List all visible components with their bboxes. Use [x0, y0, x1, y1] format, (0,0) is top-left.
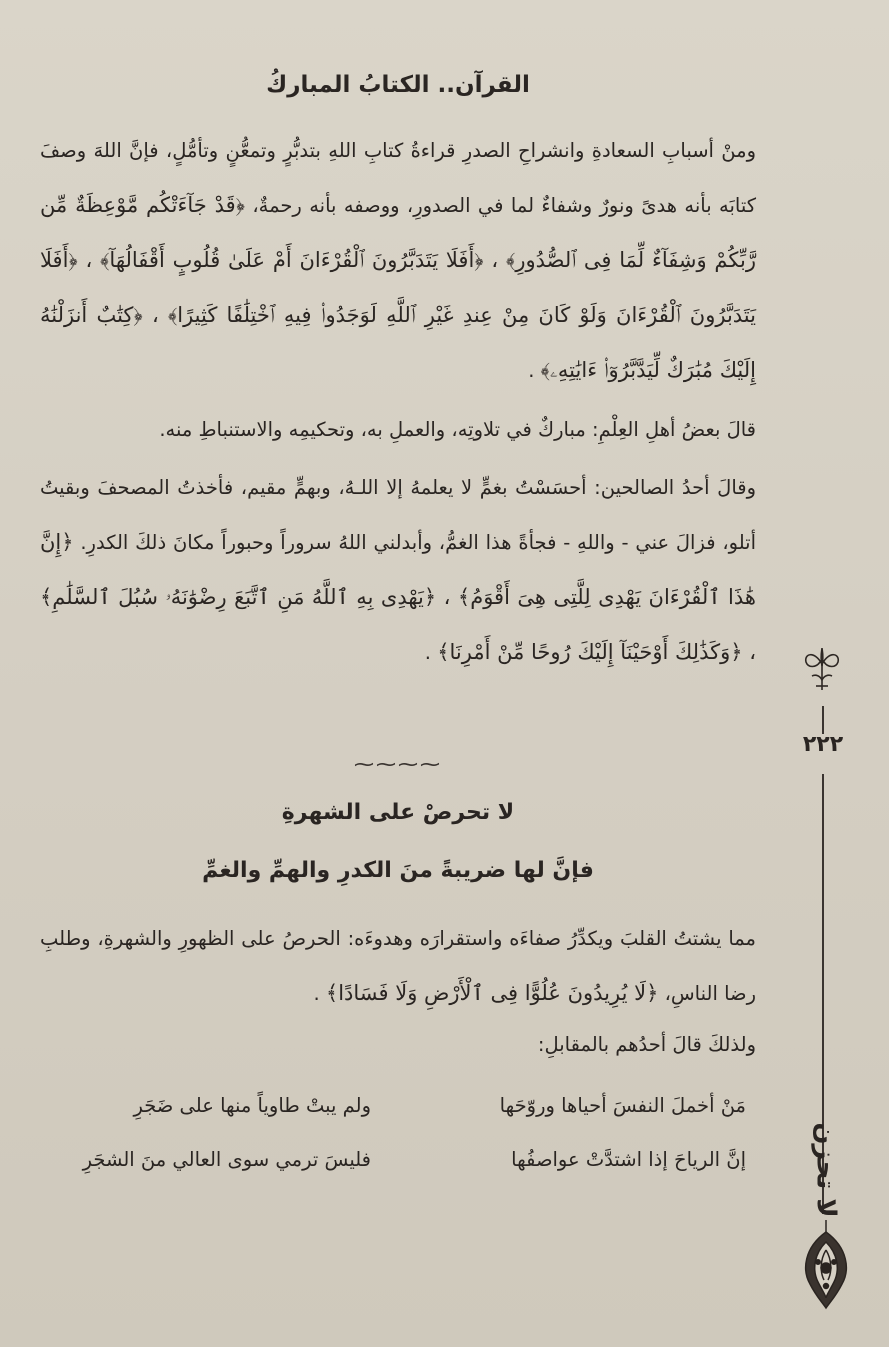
paragraph-end: .: [313, 982, 326, 1005]
poem-hemistich-second: فليسَ ترمي سوى العالي منَ الشجَرِ: [82, 1148, 371, 1171]
poem-hemistich-second: ولم يبتْ طاوياً منها على ضَجَرِ: [133, 1094, 371, 1117]
quran-verse: ﴿لَا يُرِيدُونَ عُلُوًّا فِى ٱلْأَرْضِ وَلَا فَسَادًا﴾: [325, 981, 659, 1005]
paragraph-fame: [40, 912, 756, 1021]
section-subheading: فإنَّ لها ضريبةً منَ الكدرِ والهمِّ والغمِّ: [202, 858, 594, 883]
paragraph-poem-intro: ولذلكَ قالَ أحدُهم بالمقابلِ:: [537, 1033, 756, 1056]
quran-verse: ، ﴿كِتَٰبٌ أَنزَلْنَٰهُ إِلَيْكَ مُبَٰرَكٌ لِّيَدَّبَّرُوٓا۟ ءَايَٰتِهِۦ﴾: [40, 303, 756, 382]
arabesque-ornament-icon: [798, 1218, 854, 1310]
paragraph-text: مما يشتتُ القلبَ ويكدِّرُ صفاءَه واستقرارَه وهدوءَه: الحرصُ على الظهورِ والشهرةِ، وطلبِ رضا الناسِ،: [40, 927, 756, 1005]
floral-ornament-icon: [800, 646, 844, 692]
section-divider: ⁓⁓⁓⁓: [354, 752, 442, 776]
poem-hemistich-first: مَنْ أخملَ النفسَ أحياها وروّحَها: [499, 1094, 746, 1117]
paragraph-end: .: [424, 641, 438, 664]
quran-verse: ، ﴿يَهْدِى بِهِ ٱللَّهُ مَنِ ٱتَّبَعَ رِضْوَٰنَهُۥ سُبُلَ ٱلسَّلَٰمِ﴾: [40, 585, 458, 609]
quran-verse: ، ﴿أَفَلَا يَتَدَبَّرُونَ ٱلْقُرْءَانَ أَمْ عَلَىٰ قُلُوبٍ أَقْفَالُهَآ﴾: [100, 248, 507, 272]
book-side-title: [806, 1110, 846, 1230]
paragraph-righteous-quote: [40, 461, 756, 680]
poem-hemistich-first: إنَّ الرياحَ إذا اشتدَّتْ عواصفُها: [511, 1148, 746, 1171]
quran-verse: ﴿قَدْ جَآءَتْكُم مَّوْعِظَةٌ مِّن رَّبِّكُمْ وَشِفَآءٌ لِّمَا فِى ٱلصُّدُورِ﴾: [40, 193, 756, 272]
quran-verse: ، ﴿أَفَلَا يَتَدَبَّرُونَ ٱلْقُرْءَانَ وَلَوْ كَانَ مِنْ عِندِ غَيْرِ ٱللَّهِ لَوَجَدُوا۟ فِيهِ ٱخْتِلَٰفًا كَثِيرًا﴾: [40, 248, 756, 327]
poem-verse: [40, 1094, 756, 1134]
section-heading: لا تحرصْ على الشهرةِ: [281, 800, 515, 825]
side-title-text: لا تحزن: [811, 1122, 841, 1218]
quran-verse: ﴿إِنَّ هَٰذَا ٱلْقُرْءَانَ يَهْدِى لِلَّتِى هِىَ أَقْوَمُ﴾: [40, 530, 756, 609]
paragraph-end: .: [528, 359, 541, 382]
poem-verse: [40, 1148, 756, 1188]
quran-verse: ، ﴿وَكَذَٰلِكَ أَوْحَيْنَآ إِلَيْكَ رُوحًا مِّنْ أَمْرِنَا﴾: [437, 640, 756, 664]
paragraph-text: وقالَ أحدُ الصالحين: أحسَسْتُ بغمٍّ لا يعلمهُ إلا اللـهُ، وبهمٍّ مقيم، فأخذتُ المصحفَ وبقيتُ أتلو، فزالَ عني - واللهِ - فجأةً هذا الغمُّ، وأبدلني اللهُ سروراً وحبوراً مكانَ ذلكَ الكدرِ.: [40, 476, 756, 554]
running-head: القرآن.. الكتابُ المباركُ: [266, 72, 530, 98]
page-number: ٢٢٢: [802, 732, 844, 757]
paragraph-quran-reading: [40, 124, 756, 398]
paragraph-text: ومنْ أسبابِ السعادةِ وانشراحِ الصدرِ قراءةُ كتابِ اللهِ بتدبُّرٍ وتمعُّنٍ وتأمُّلٍ، فإنَّ اللهَ وصفَ كتابَه بأنه هدىً ونورٌ وشفاءٌ لما في الصدورِ، ووصفه بأنه رحمةٌ،: [40, 139, 756, 217]
paragraph-scholar-quote: قالَ بعضُ أهلِ العِلْمِ: مباركٌ في تلاوتِه، والعملِ به، وتحكيمِه والاستنباطِ منه.: [159, 418, 756, 441]
